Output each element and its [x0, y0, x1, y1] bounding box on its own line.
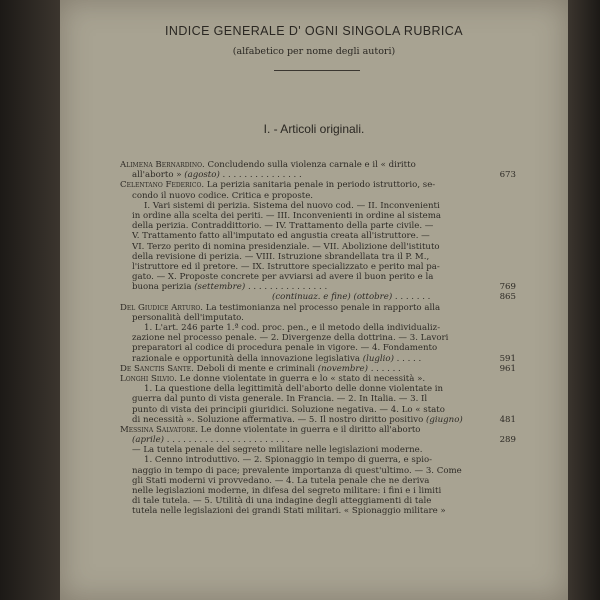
entry-author: De Sanctis Sante.	[120, 363, 194, 374]
index-line	[132, 445, 516, 455]
index-line	[120, 374, 516, 384]
index-line	[132, 466, 516, 476]
index-line	[132, 231, 516, 241]
scan-background-left	[0, 0, 60, 600]
entry-text: preparatori al codice di procedura penale in vigore. — 4. Fondamento	[132, 343, 438, 354]
entry-text: gato. — X. Proposte concrete per avviarsi ad avere il buon perito e la	[132, 272, 434, 283]
index-line	[120, 364, 516, 374]
index-line	[132, 242, 516, 252]
entry-month: (novembre)	[317, 363, 368, 374]
leader-dots: . . . . . . . . . . . . . . . . . . . . . . .	[164, 435, 290, 446]
entry-text: nelle legislazioni moderne, in difesa del segreto militare: i fini e i limiti	[132, 486, 442, 496]
book-page	[60, 0, 568, 600]
entry-month: (continuaz. e fine) (ottobre)	[272, 292, 393, 303]
index-line	[144, 201, 516, 211]
entry-text: della perizia. Contraddittorio. — IV. Trattamento della parte civile. —	[132, 221, 434, 232]
entry-text: La testimonianza nel processo penale in rapporto alla	[203, 302, 441, 313]
entry-text: guerra dal punto di vista generale. In Francia. — 2. In Italia. — 3. Il	[132, 394, 428, 405]
entry-author: Celentano Federico.	[120, 180, 205, 191]
entry-text: Deboli di mente e criminali	[193, 363, 318, 374]
index-line	[272, 292, 516, 302]
section-title: I. - Articoli originali.	[263, 122, 365, 136]
page-number: 673	[499, 170, 516, 181]
entry-text: condo il nuovo codice. Critica e proposte.	[132, 190, 314, 201]
index-line	[132, 394, 516, 404]
index-line	[132, 496, 516, 506]
page-title: INDICE GENERALE D' OGNI SINGOLA RUBRICA	[165, 24, 463, 38]
entry-text: 1. Cenno introduttivo. — 2. Spionaggio in tempo di guerra, e spio-	[144, 455, 433, 466]
entry-author: Longhi Silvio.	[120, 373, 177, 384]
entry-text: in ordine alla scelta dei periti. — III. Inconvenienti in ordine al sistema	[132, 210, 442, 221]
index-line	[132, 170, 516, 180]
page-number: 865	[499, 292, 516, 303]
leader-dots: . . . . . . .	[392, 292, 431, 303]
index-line	[144, 384, 516, 394]
page-number: 961	[499, 363, 516, 374]
index-line	[120, 160, 516, 170]
index-line	[132, 252, 516, 262]
entry-author: Del Giudice Arturo.	[120, 302, 204, 313]
index-line	[132, 221, 516, 231]
entry-month: (agosto)	[184, 170, 220, 181]
index-line	[144, 323, 516, 333]
leader-dots: . . . . . .	[367, 363, 401, 374]
index-line	[132, 211, 516, 221]
entry-text: di necessità ». Soluzione affermativa. — 5. Il nostro diritto positivo	[132, 414, 427, 425]
index-line	[120, 425, 516, 435]
entry-text: zazione nel processo penale. — 2. Divergenze della dottrina. — 3. Lavori	[132, 333, 449, 344]
entry-text: gli Stati moderni vi provvedano. — 4. La tutela penale che ne deriva	[132, 475, 430, 486]
index-entries	[60, 160, 568, 517]
entry-text: Concludendo sulla violenza carnale e il « diritto	[204, 160, 416, 170]
index-line	[132, 272, 516, 282]
entry-text: Le donne violentate in guerra e il diritto all'aborto	[197, 424, 421, 435]
index-line	[132, 343, 516, 353]
index-line	[132, 435, 516, 445]
index-line	[132, 191, 516, 201]
index-line	[132, 262, 516, 272]
index-line	[132, 476, 516, 486]
leader-dots: . . . . . . . . . . . . . . .	[219, 170, 302, 181]
entry-text: della revisione di perizia. — VIII. Istruzione sbrandellata tra il P. M.,	[132, 251, 430, 262]
entry-month: (settembre)	[194, 282, 246, 293]
page-number: 769	[499, 282, 516, 293]
entry-text: punto di vista dei principii giuridici. Soluzione negativa. — 4. Lo « stato	[132, 404, 445, 415]
page-number: 289	[499, 435, 516, 446]
entry-text: 1. L'art. 246 parte 1.ª cod. proc. pen., e il metodo della individualiz-	[144, 323, 441, 333]
page-number: 481	[499, 414, 516, 425]
index-line	[144, 455, 516, 465]
entry-text: all'aborto »	[132, 170, 185, 181]
index-line	[132, 354, 516, 364]
index-line	[120, 303, 516, 313]
index-line	[132, 415, 516, 425]
entry-text: naggio in tempo di pace; prevalente importanza di quest'ultimo. — 3. Come	[132, 465, 462, 476]
entry-text: di tale tutela. — 5. Utilità di una indagine degli atteggiamenti di tale	[132, 496, 432, 507]
entry-month: (giugno)	[426, 414, 463, 425]
entry-author: Messina Salvatore.	[120, 424, 198, 435]
index-line	[132, 333, 516, 343]
entry-text: Le donne violentate in guerra e lo « stato di necessità ».	[176, 373, 426, 384]
entry-text: — La tutela penale del segreto militare nelle legislazioni moderne.	[132, 445, 423, 456]
entry-text: buona perizia	[132, 282, 195, 293]
entry-text: 1. La questione della legittimità dell'aborto delle donne violentate in	[144, 384, 444, 395]
header-rule	[274, 70, 360, 71]
entry-author: Alimena Bernardino.	[120, 160, 205, 170]
entry-text: La perizia sanitaria penale in periodo istruttorio, se-	[204, 180, 436, 191]
page-subtitle: (alfabetico per nome degli autori)	[232, 46, 396, 57]
entry-text: personalità dell'imputato.	[132, 312, 244, 323]
index-line	[120, 180, 516, 190]
entry-text: l'istruttore ed il pretore. — IX. Istruttore specializzato e perito mal pa-	[132, 261, 440, 272]
entry-text: I. Vari sistemi di perizia. Sistema del nuovo cod. — II. Inconvenienti	[144, 200, 440, 211]
scan-background-right	[568, 0, 600, 600]
entry-text: razionale e opportunità della innovazione legislativa	[132, 353, 363, 364]
index-line	[132, 405, 516, 415]
entry-month: (aprile)	[132, 435, 165, 446]
leader-dots: . . . . .	[393, 353, 422, 364]
index-line	[132, 506, 516, 516]
index-line	[132, 313, 516, 323]
index-line	[132, 282, 516, 292]
page-number: 591	[499, 353, 516, 364]
entry-text: V. Trattamento fatto all'imputato ed angustia creata all'istruttore. —	[132, 231, 430, 242]
index-line	[132, 486, 516, 496]
leader-dots: . . . . . . . . . . . . . . .	[245, 282, 328, 293]
entry-month: (luglio)	[362, 353, 394, 364]
entry-text: tutela nelle legislazioni dei grandi Stati militari. « Spionaggio militare »	[132, 506, 446, 517]
entry-text: VI. Terzo perito di nomina presidenziale. — VII. Abolizione dell'istituto	[132, 241, 440, 252]
